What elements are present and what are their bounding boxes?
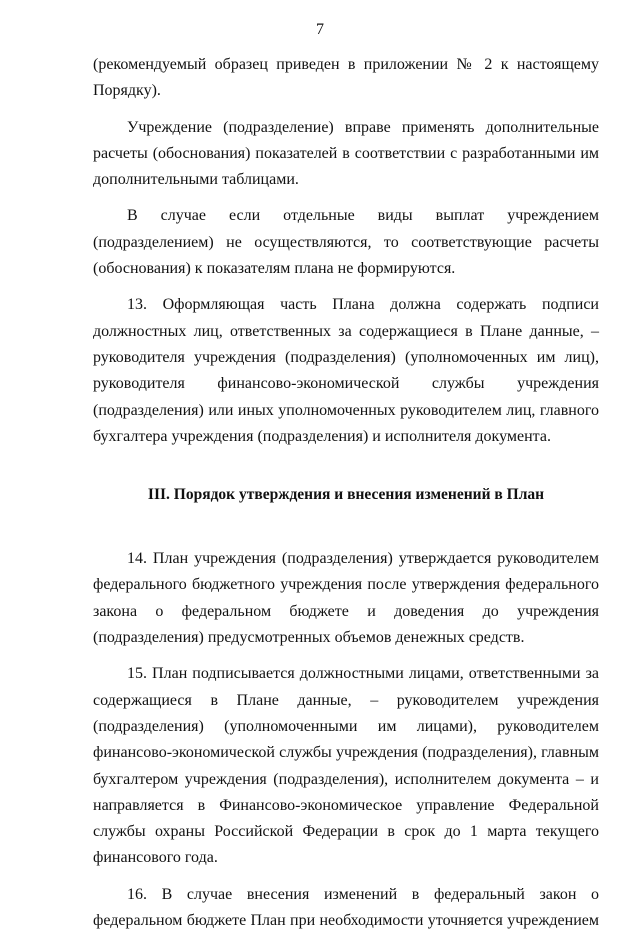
paragraph-continuation: (рекомендуемый образец приведен в приложении № 2 к настоящему Порядку).	[93, 56, 599, 100]
paragraph-16: 16. В случае внесения изменений в федеральный закон о федеральном бюджете План при необходимости уточняется учреждением	[93, 885, 599, 930]
paragraph-payments-not-made: В случае если отдельные виды выплат учреждением (подразделением) не осуществляются, то соответствующие расчеты (обоснования) к показателям плана не формируются.	[93, 207, 599, 278]
paragraph-14: 14. План учреждения (подразделения) утверждается руководителем федерального бюджетного учреждения после утверждения федерального закона о федеральном бюджете и доведения до учреждения (подразделения) предусмотренных объемов денежных средств.	[93, 550, 599, 647]
document-body	[93, 52, 599, 934]
section-heading: III. Порядок утверждения и внесения изменений в План	[147, 486, 545, 504]
paragraph-additional-calculations: Учреждение (подразделение) вправе применять дополнительные расчеты (обоснования) показателей в соответствии с разработанными им дополнительными таблицами.	[93, 118, 599, 189]
page-number: 7	[316, 21, 324, 38]
paragraph-13: 13. Оформляющая часть Плана должна содержать подписи должностных лиц, ответственных за содержащиеся в Плане данные, – руководителя учреждения (подразделения) (уполномоченных им лиц), руководителя финансово-экономической службы учреждения (подразделения) или иных уполномоченных руководителем лиц, главного бухгалтера учреждения (подразделения) и исполнителя документа.	[93, 296, 599, 445]
paragraph-15: 15. План подписывается должностными лицами, ответственными за содержащиеся в Плане данные, – руководителем учреждения (подразделения) (уполномоченными им лицами), руководителем финансово-экономической службы учреждения (подразделения), главным бухгалтером учреждения (подразделения), исполнителем документа – и направляется в Финансово-экономическое управление Федеральной службы охраны Российской Федерации в срок до 1 марта текущего финансового года.	[93, 665, 599, 867]
